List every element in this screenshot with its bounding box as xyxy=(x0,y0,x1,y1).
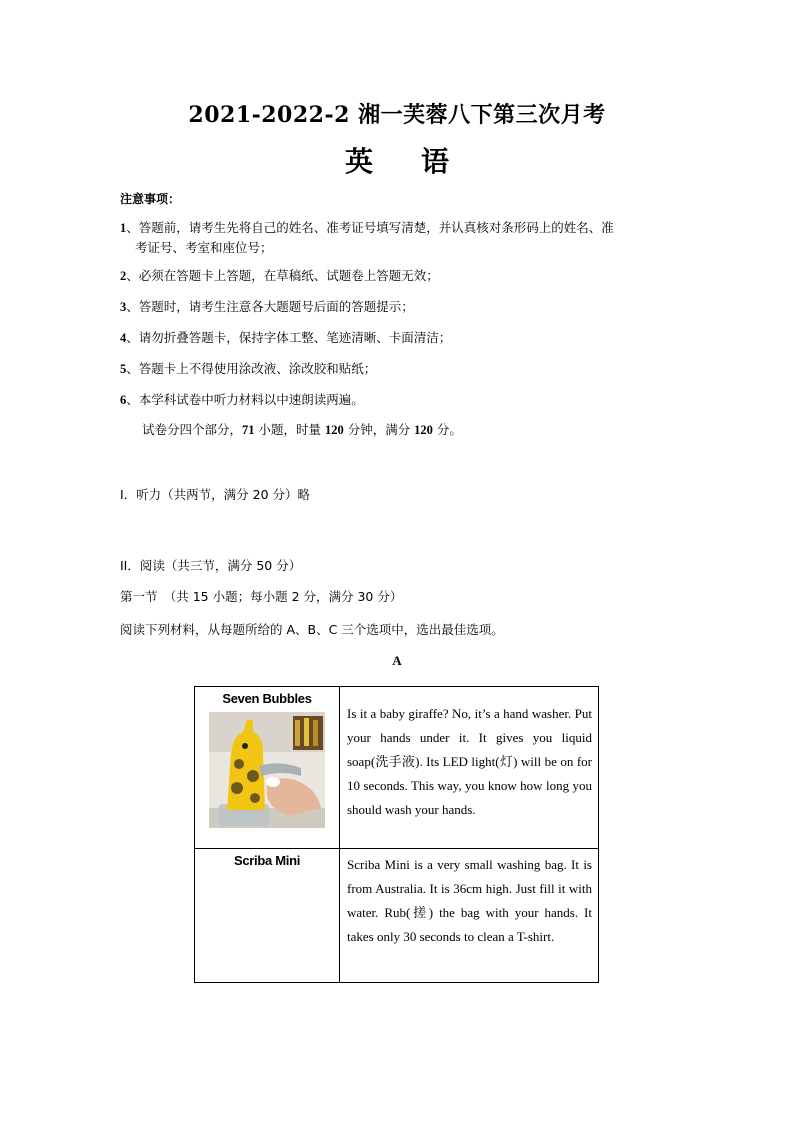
section-reading: II．阅读（共三节，满分 50 分） xyxy=(120,558,302,573)
product-name: Seven Bubbles xyxy=(222,691,312,706)
product-name: Scriba Mini xyxy=(233,853,301,868)
notice-heading: 注意事项： xyxy=(120,192,181,206)
passage-label: A xyxy=(392,653,402,668)
notice-item-6: 6、本学科试卷中听力材料以中速朗读两遍。 xyxy=(120,392,364,407)
product-table xyxy=(194,686,599,983)
section-part1: 第一节 （共 15 小题；每小题 2 分，满分 30 分） xyxy=(120,589,403,604)
exam-title: 2021-2022-2 湘一芙蓉八下第三次月考 xyxy=(188,102,606,128)
product-description: Scriba Mini is a very small washing bag. It is from Australia. It is 36cm high. Just fill it with water. Rub(搓) the bag with your hands. It takes only 30 seconds to clean a T-shirt. xyxy=(340,849,599,983)
notice-item-2: 2、必须在答题卡上答题，在草稿纸、试题卷上答题无效； xyxy=(120,268,439,283)
exam-summary: 试卷分四个部分，71 小题，时量 120 分钟，满分 120 分。 xyxy=(142,422,462,437)
reading-instruction: 阅读下列材料，从每题所给的 A、B、C 三个选项中，选出最佳选项。 xyxy=(120,622,504,637)
table-row xyxy=(195,849,599,983)
giraffe-hand-washer-image xyxy=(209,712,325,828)
section-listening: I．听力（共两节，满分 20 分）略 xyxy=(120,487,311,502)
product-name-cell xyxy=(195,849,340,983)
notice-item-3: 3、答题时，请考生注意各大题题号后面的答题提示； xyxy=(120,299,414,314)
notice-item-5: 5、答题卡上不得使用涂改液、涂改胶和贴纸； xyxy=(120,361,377,376)
product-name-cell xyxy=(195,687,340,849)
table-row xyxy=(195,687,599,849)
notice-item-4: 4、请勿折叠答题卡，保持字体工整、笔迹清晰、卡面清洁； xyxy=(120,330,452,345)
notice-item-1-continued: 考证号、考室和座位号； xyxy=(135,240,273,255)
product-description: Is it a baby giraffe? No, it’s a hand washer. Put your hands under it. It gives you liquid soap(洗手液). Its LED light(灯) will be on for 10 seconds. This way, you know how long you should wash your hands. xyxy=(340,687,599,849)
notice-item-1: 1、答题前，请考生先将自己的姓名、准考证号填写清楚，并认真核对条形码上的姓名、准 xyxy=(120,220,614,235)
subject-title: 英语 xyxy=(344,145,497,178)
